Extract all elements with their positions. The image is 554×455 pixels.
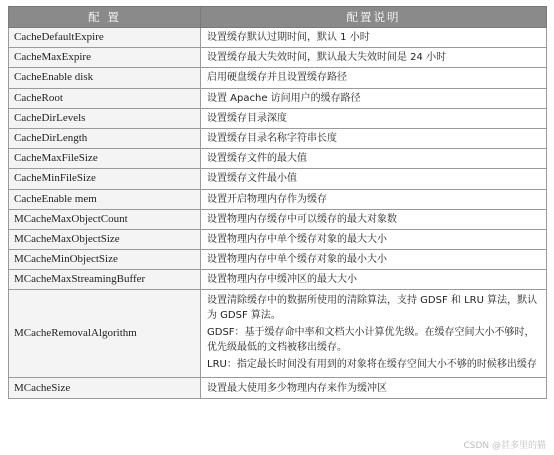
config-key: CacheMinFileSize — [9, 169, 201, 189]
config-key: CacheDirLevels — [9, 108, 201, 128]
table-row — [9, 209, 547, 229]
config-table — [8, 6, 547, 399]
table-row — [9, 128, 547, 148]
config-desc: 设置缓存最大失效时间，默认最大失效时间是 24 小时 — [201, 48, 547, 68]
header-description: 配置说明 — [201, 7, 547, 28]
config-desc-multiline — [201, 290, 547, 378]
config-key: CacheMaxExpire — [9, 48, 201, 68]
config-key: MCacheMaxObjectCount — [9, 209, 201, 229]
table-row — [9, 48, 547, 68]
config-key: CacheEnable mem — [9, 189, 201, 209]
config-key: MCacheMaxObjectSize — [9, 229, 201, 249]
config-desc: 设置开启物理内存作为缓存 — [201, 189, 547, 209]
table-row-removal-algorithm — [9, 290, 547, 378]
table-row — [9, 149, 547, 169]
table-row — [9, 378, 547, 398]
config-desc: 设置缓存文件的最大值 — [201, 149, 547, 169]
table-row — [9, 68, 547, 88]
desc-paragraph-gdsf: GDSF：基于缓存命中率和文档大小计算优先级。在缓存空间大小不够时，优先级最低的文档被移出缓存。 — [207, 327, 535, 354]
config-key: CacheDefaultExpire — [9, 28, 201, 48]
config-desc: 设置物理内存中单个缓存对象的最小大小 — [201, 250, 547, 270]
table-row — [9, 229, 547, 249]
config-desc: 设置物理内存缓存中可以缓存的最大对象数 — [201, 209, 547, 229]
table-header-row — [9, 7, 547, 28]
config-key: CacheMaxFileSize — [9, 149, 201, 169]
config-table-container — [8, 6, 546, 399]
config-key: MCacheMaxStreamingBuffer — [9, 270, 201, 290]
config-key: CacheRoot — [9, 88, 201, 108]
config-desc: 启用硬盘缓存并且设置缓存路径 — [201, 68, 547, 88]
table-row — [9, 189, 547, 209]
config-key: MCacheMinObjectSize — [9, 250, 201, 270]
header-config: 配 置 — [9, 7, 201, 28]
config-desc: 设置物理内存中缓冲区的最大大小 — [201, 270, 547, 290]
config-desc: 设置缓存文件最小值 — [201, 169, 547, 189]
table-row — [9, 250, 547, 270]
config-key: CacheEnable disk — [9, 68, 201, 88]
table-row — [9, 270, 547, 290]
config-desc: 设置缓存默认过期时间，默认 1 小时 — [201, 28, 547, 48]
table-row — [9, 28, 547, 48]
table-row — [9, 108, 547, 128]
config-key: MCacheRemovalAlgorithm — [9, 290, 201, 378]
desc-paragraph-lru: LRU：指定最长时间没有用到的对象将在缓存空间大小不够的时候移出缓存 — [207, 359, 537, 371]
config-desc: 设置最大使用多少物理内存来作为缓冲区 — [201, 378, 547, 398]
config-desc: 设置 Apache 访问用户的缓存路径 — [201, 88, 547, 108]
config-desc: 设置缓存目录深度 — [201, 108, 547, 128]
table-row — [9, 88, 547, 108]
watermark: CSDN @甚多里的猫 — [463, 441, 546, 451]
table-row — [9, 169, 547, 189]
config-desc: 设置缓存目录名称字符串长度 — [201, 128, 547, 148]
config-key: MCacheSize — [9, 378, 201, 398]
config-key: CacheDirLength — [9, 128, 201, 148]
desc-paragraph-algorithm: 设置清除缓存中的数据所使用的清除算法，支持 GDSF 和 LRU 算法，默认为 GDSF 算法。 — [207, 295, 538, 322]
config-desc: 设置物理内存中单个缓存对象的最大大小 — [201, 229, 547, 249]
